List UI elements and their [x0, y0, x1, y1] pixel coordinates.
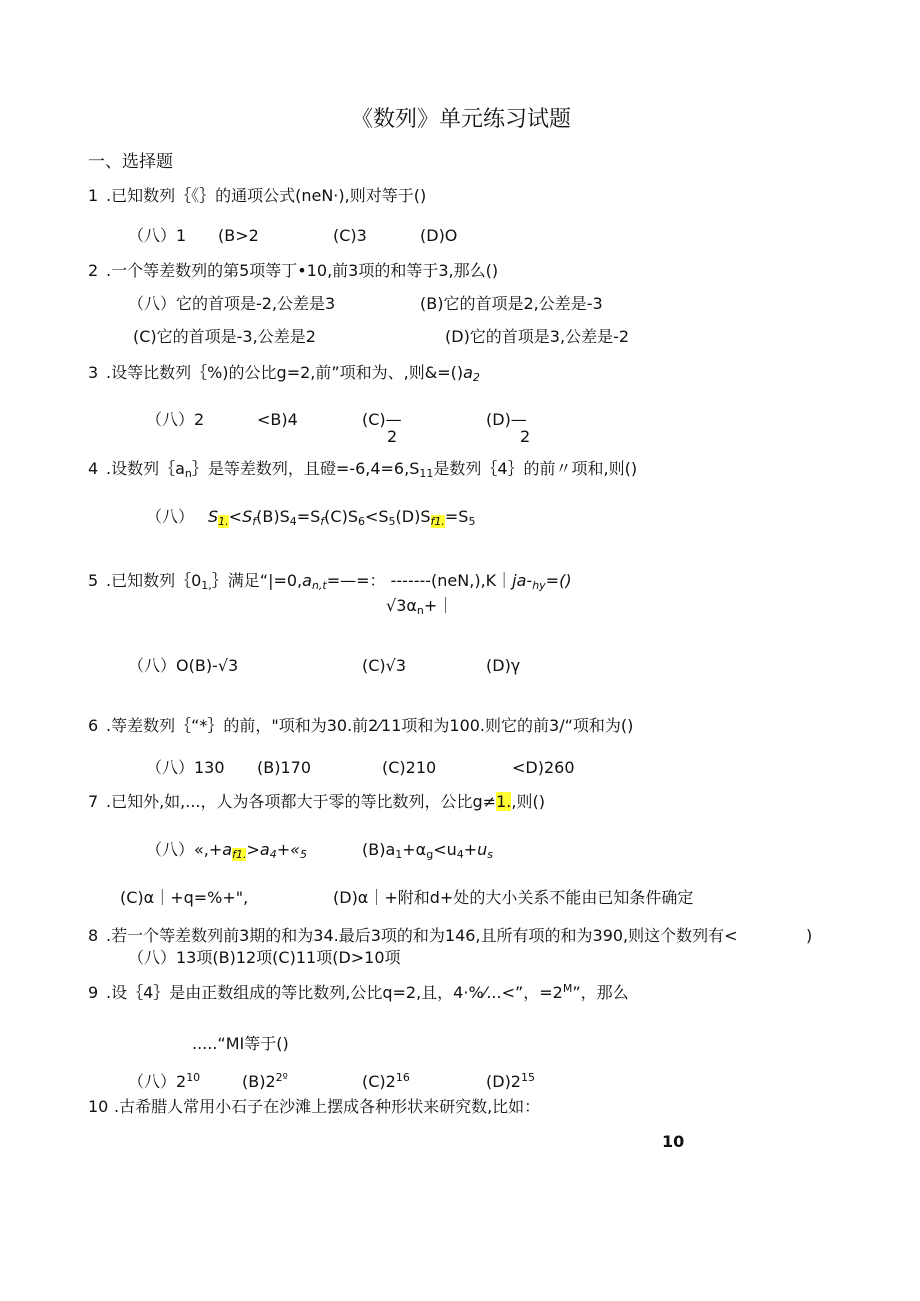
option-a-b: （八）O(B)-√3: [128, 656, 239, 675]
option-d: <D)260: [512, 758, 575, 777]
option-c: (C)它的首项是-3,公差是2: [133, 327, 316, 346]
option-d: (D)它的首项是3,公差是-2: [445, 327, 630, 346]
question-text: .已知数列$\{0_{1,}\}$满足“$|=0,a_{n,t}=—=$： $-------(neN,),K|ja-_{hy}=()$: [106, 571, 572, 592]
option-d-denominator: 2: [520, 427, 531, 446]
options-row: （八）13项(B)12项(C)11项(D>10项: [128, 948, 401, 967]
option-b: (B)它的首项是2,公差是-3: [420, 294, 603, 313]
option-c: $(C)2^{16}$: [362, 1071, 410, 1091]
options-row: （八） $S_{1.}<S_f(B)S_4=S_f(C)S_6<S_5(D)S_{f1.}=S_5$: [146, 507, 476, 528]
option-c: (C)√3: [362, 656, 407, 675]
option-b: $(B)2^{2º}$: [242, 1071, 288, 1091]
option-a: （八）2: [146, 410, 205, 429]
option-b: <B)4: [257, 410, 298, 429]
section-heading: 一、选择题: [88, 152, 173, 172]
option-d: (D)α｜+附和d+处的大小关系不能由已知条件确定: [333, 888, 694, 907]
option-a: （八）130: [146, 758, 225, 777]
option-a: （八）$2^{10}$: [128, 1071, 201, 1091]
page-number: 10: [662, 1132, 685, 1151]
question-text: .已知数列｛《｝的通项公式(neN·),则对等于(): [106, 186, 427, 205]
option-a: （八）1: [128, 226, 187, 245]
question-text: .等差数列｛“*｝的前，"项和为30.前2⁄11项和为100.则它的前3/“项和为(): [106, 716, 634, 735]
option-a: （八）它的首项是-2,公差是3: [128, 294, 336, 313]
question-number: 9: [88, 983, 99, 1002]
option-d: (D)O: [420, 226, 458, 245]
question-text-line2: .....“MI等于(): [192, 1034, 289, 1053]
option-b: (B)170: [257, 758, 311, 777]
option-c: (C)210: [382, 758, 437, 777]
question-number: 3: [88, 363, 99, 382]
option-c: (C)—: [362, 410, 402, 429]
fraction-denominator: $√3\alpha_n+|$: [386, 596, 454, 617]
page-title: 《数列》单元练习试题: [351, 107, 572, 132]
question-text: .若一个等差数列前3期的和为34.最后3项的和为146,且所有项的和为390,则这个数列有<: [106, 926, 738, 945]
question-text: .设等比数列｛%)的公比g=2,前”项和为、,则$\&=()a_2$: [106, 363, 480, 384]
option-a: （八）«$,+a_{f1.}>a_4+«_5$: [146, 840, 307, 861]
question-text: .设｛4｝是由正数组成的等比数列,公比q=2,且，4·%⁄...<”，$=2^M$”，那么: [106, 982, 629, 1002]
question-number: 7: [88, 792, 99, 811]
question-text: .古希腊人常用小石子在沙滩上摆成各种形状来研究数,比如：: [114, 1097, 541, 1116]
question-number: 1: [88, 186, 99, 205]
question-bracket: ): [806, 926, 813, 945]
option-c-denominator: 2: [387, 427, 398, 446]
question-number: 6: [88, 716, 99, 735]
option-b: $(B)a_1+\alpha_g<u_4+u_s$: [362, 840, 494, 861]
question-number: 5: [88, 571, 99, 590]
option-c: (C)3: [333, 226, 367, 245]
question-text: .设数列$\{a_n\}$是等差数列，且磴$=-6,4=6,S_{11}$是数列｛4｝的前〃项和,则(): [106, 459, 638, 480]
question-number: 4: [88, 459, 99, 478]
question-number: 8: [88, 926, 99, 945]
question-number: 2: [88, 261, 99, 280]
question-text: .已知外,如,...，人为各项都大于零的等比数列，公比g≠1.,则(): [106, 792, 545, 811]
option-c: (C)α｜+q=%+",: [120, 888, 249, 907]
option-d: $(D)2^{15}$: [486, 1071, 535, 1091]
option-d: (D)γ: [486, 656, 521, 675]
option-b: (B>2: [218, 226, 259, 245]
question-text: .一个等差数列的第5项等丁•10,前3项的和等于3,那么(): [106, 261, 499, 280]
question-number: 10: [88, 1097, 109, 1116]
option-d: (D)—: [486, 410, 527, 429]
